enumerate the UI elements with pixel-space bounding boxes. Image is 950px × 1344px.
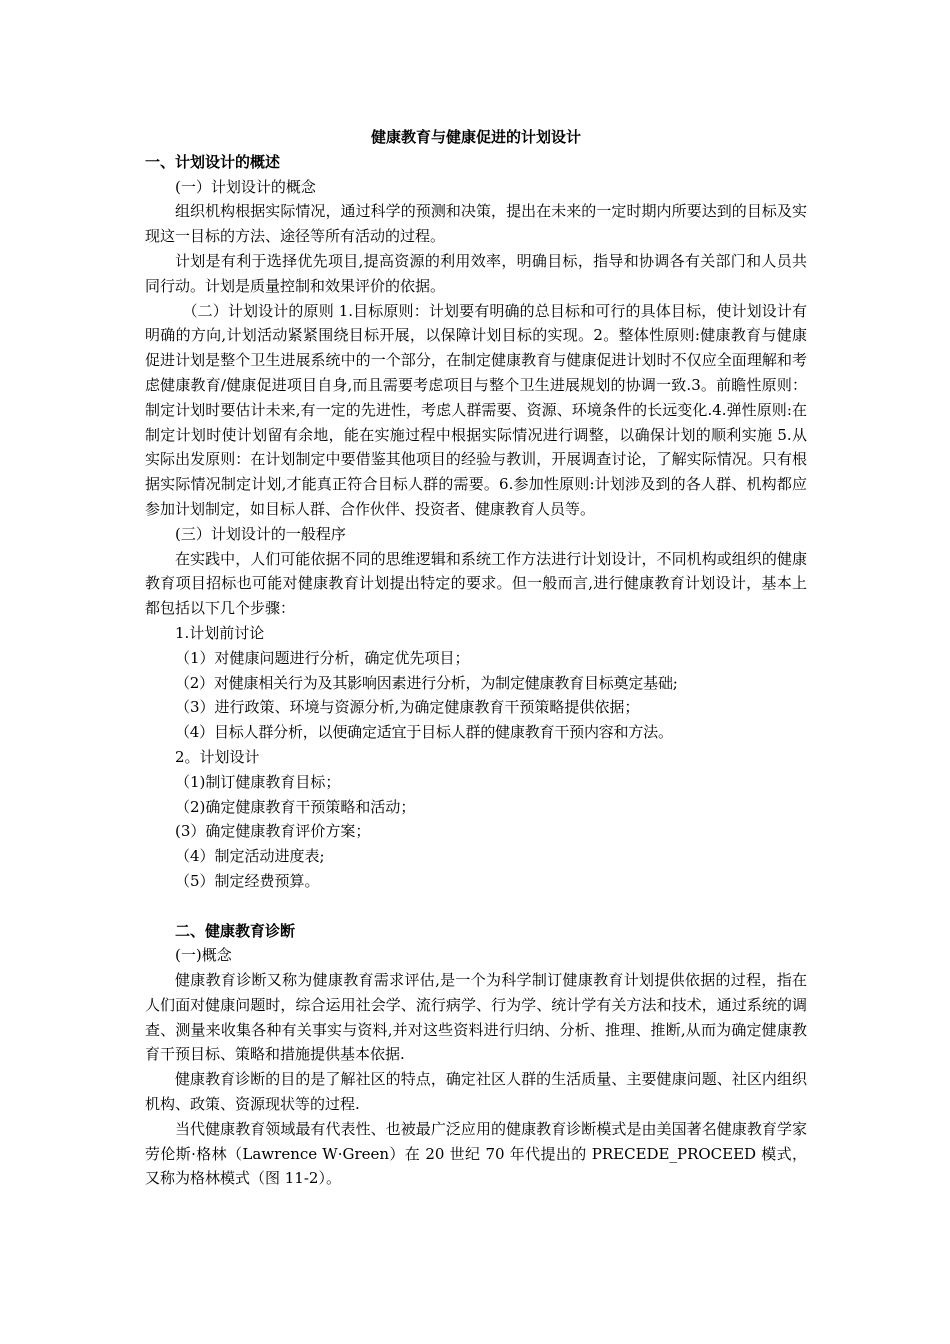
paragraph-diagnosis-purpose: 健康教育诊断的目的是了解社区的特点，确定社区人群的生活质量、主要健康问题、社区内组织机构、政策、资源现状等的过程. bbox=[145, 1070, 807, 1114]
section-heading-overview: 一、计划设计的概述 bbox=[145, 152, 281, 171]
step-heading-plan-design: 2。计划设计 bbox=[175, 747, 260, 766]
document-page bbox=[145, 125, 807, 1191]
blank-line bbox=[145, 894, 807, 919]
subheading-general-procedure: (三）计划设计的一般程序 bbox=[175, 524, 346, 543]
paragraph-design-principles: （二）计划设计的原则 1.目标原则：计划要有明确的总目标和可行的具体目标，使计划设计有明确的方向,计划活动紧紧围绕目标开展，以保障计划目标的实现。2。整体性原则:健康教育与健康促进计划是整个卫生进展系统中的一个部分，在制定健康教育与健康促进计划时不仅应全面理解和考虑健康教育/健康促进项目自身,而且需要考虑项目与整个卫生进展规划的协调一致.3。前瞻性原则：制定计划时要估计未来,有一定的先进性，考虑人群需要、资源、环境条件的长远变化.4.弹性原则:在制定计划时使计划留有余地，能在实施过程中根据实际情况进行调整，以确保计划的顺利实施 5.从实际出发原则：在计划制定中要借鉴其他项目的经验与教训，开展调查讨论，了解实际情况。只有根据实际情况制定计划,才能真正符合目标人群的需要。6.参加性原则:计划涉及到的各人群、机构都应参加计划制定，如目标人群、合作伙伴、投资者、健康教育人员等。 bbox=[145, 301, 807, 518]
step-heading-pre-plan: 1.计划前讨论 bbox=[175, 623, 265, 642]
paragraph-precede-proceed: 当代健康教育领域最有代表性、也被最广泛应用的健康教育诊断模式是由美国著名健康教育学家劳伦斯·格林（Lawrence W·Green）在 20 世纪 70 年代提出的 PRECEDE_PROCEED 模式，又称为格林模式（图 11-2）。 bbox=[145, 1119, 807, 1188]
list-item: (3）确定健康教育评价方案； bbox=[175, 822, 371, 841]
list-item: （4）目标人群分析，以便确定适宜于目标人群的健康教育干预内容和方法。 bbox=[175, 723, 673, 742]
list-item: （4）制定活动进度表; bbox=[175, 847, 325, 866]
paragraph-diagnosis-definition: 健康教育诊断又称为健康教育需求评估,是一个为科学制订健康教育计划提供依据的过程，指在人们面对健康问题时，综合运用社会学、流行病学、行为学、统计学有关方法和技术，通过系统的调查、测量来收集各种有关事实与资料,并对这些资料进行归纳、分析、推理、推断,从而为确定健康教育干预目标、策略和措施提供基本依据. bbox=[145, 971, 807, 1064]
section-heading-diagnosis: 二、健康教育诊断 bbox=[175, 921, 296, 940]
list-item: （1）对健康问题进行分析，确定优先项目； bbox=[175, 648, 470, 667]
subheading-diagnosis-concept: (一)概念 bbox=[175, 946, 232, 965]
list-item: （2）对健康相关行为及其影响因素进行分析，为制定健康教育目标奠定基础; bbox=[175, 673, 678, 692]
paragraph-plan-purpose: 计划是有利于选择优先项目,提高资源的利用效率，明确目标，指导和协调各有关部门和人员共同行动。计划是质量控制和效果评价的依据。 bbox=[145, 251, 807, 295]
paragraph-procedure-intro: 在实践中，人们可能依据不同的思维逻辑和系统工作方法进行计划设计，不同机构或组织的健康教育项目招标也可能对健康教育计划提出特定的要求。但一般而言,进行健康教育计划设计，基本上都包括以下几个步骤： bbox=[145, 549, 807, 618]
list-item: （3）进行政策、环境与资源分析,为确定健康教育干预策略提供依据； bbox=[175, 698, 640, 717]
list-item: （1)制订健康教育目标； bbox=[175, 772, 341, 791]
subheading-concept: (一）计划设计的概念 bbox=[175, 177, 316, 196]
document-title: 健康教育与健康促进的计划设计 bbox=[370, 128, 581, 146]
paragraph-concept-definition: 组织机构根据实际情况，通过科学的预测和决策，提出在未来的一定时期内所要达到的目标及实现这一目标的方法、途径等所有活动的过程。 bbox=[145, 202, 807, 246]
list-item: （2)确定健康教育干预策略和活动； bbox=[175, 797, 416, 816]
list-item: （5）制定经费预算。 bbox=[175, 871, 320, 890]
